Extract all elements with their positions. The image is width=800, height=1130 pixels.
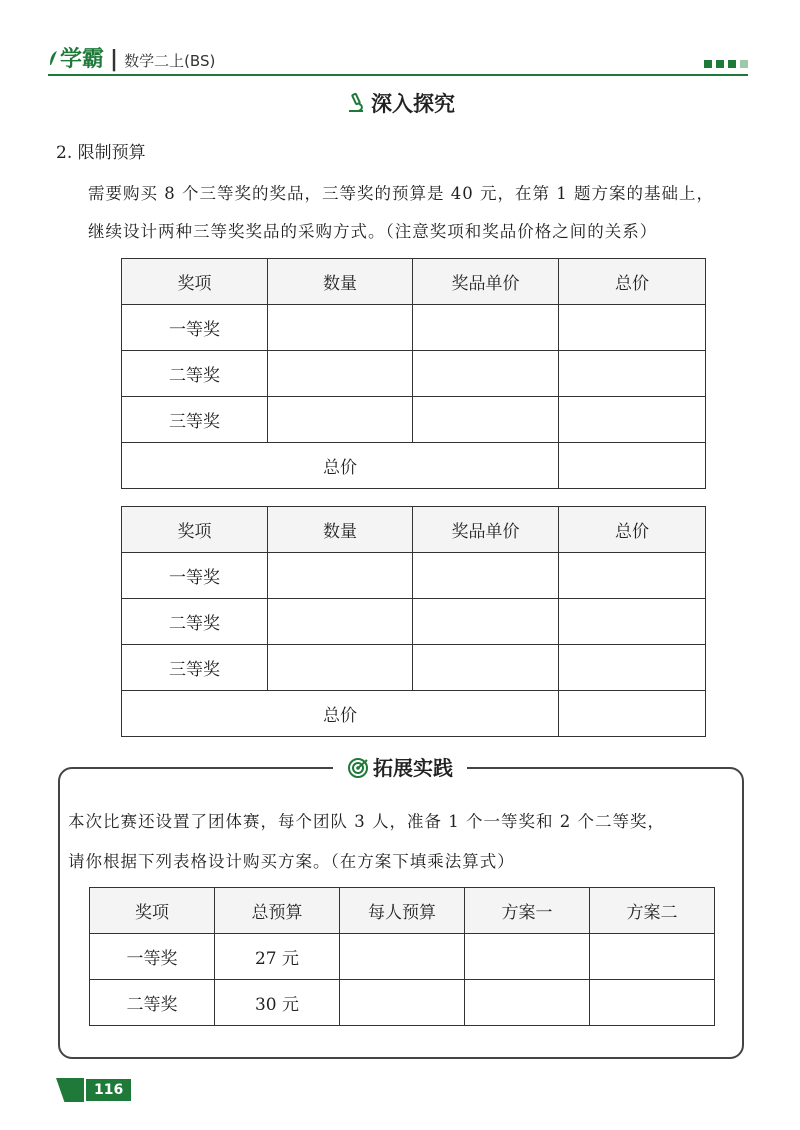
blank-cell[interactable]: [268, 599, 413, 645]
header-squares: [704, 60, 748, 68]
row-label: 一等奖: [90, 934, 215, 980]
budget-table: [89, 887, 715, 1026]
table-header: 总价: [559, 259, 706, 305]
leaf-icon: [48, 50, 58, 66]
page-footer: [56, 1078, 131, 1102]
table-header: 奖项: [90, 888, 215, 934]
budget-cell: 30 元: [215, 980, 340, 1026]
table-header: 方案一: [465, 888, 590, 934]
table-header: 奖项: [122, 259, 268, 305]
blank-cell[interactable]: [340, 980, 465, 1026]
page-header: [48, 40, 748, 76]
blank-cell[interactable]: [413, 599, 559, 645]
brand-name: 学霸: [60, 47, 105, 72]
header-rule: [48, 74, 748, 76]
blank-cell[interactable]: [559, 397, 706, 443]
book-title: 数学二上(BS): [124, 52, 216, 70]
table-header: 每人预算: [340, 888, 465, 934]
table-header: 奖品单价: [413, 507, 559, 553]
blank-cell[interactable]: [413, 305, 559, 351]
blank-cell[interactable]: [268, 397, 413, 443]
table-header: 总价: [559, 507, 706, 553]
table-header: 奖项: [122, 507, 268, 553]
plan-table-2: [121, 506, 706, 737]
total-label: 总价: [122, 691, 559, 737]
plan-table-1: [121, 258, 706, 489]
target-icon: [347, 757, 369, 779]
row-label: 一等奖: [122, 553, 268, 599]
extension-line-1: 本次比赛还设置了团体赛，每个团队 3 人，准备 1 个一等奖和 2 个二等奖，: [68, 812, 665, 831]
brand-separator: |: [110, 47, 119, 72]
row-label: 二等奖: [122, 351, 268, 397]
table-header: 数量: [268, 507, 413, 553]
blank-cell[interactable]: [413, 397, 559, 443]
blank-cell[interactable]: [590, 934, 715, 980]
total-label: 总价: [122, 443, 559, 489]
budget-cell: 27 元: [215, 934, 340, 980]
question-title: 2. 限制预算: [56, 143, 146, 163]
blank-cell[interactable]: [559, 553, 706, 599]
blank-cell[interactable]: [559, 599, 706, 645]
blank-cell[interactable]: [413, 645, 559, 691]
blank-cell[interactable]: [559, 351, 706, 397]
question-line-1: 需要购买 8 个三等奖的奖品，三等奖的预算是 40 元，在第 1 题方案的基础上，: [88, 184, 714, 203]
row-label: 二等奖: [122, 599, 268, 645]
table-header: 总预算: [215, 888, 340, 934]
blank-cell[interactable]: [268, 351, 413, 397]
blank-cell[interactable]: [590, 980, 715, 1026]
question-line-2: 继续设计两种三等奖奖品的采购方式。（注意奖项和奖品价格之间的关系）: [88, 222, 658, 241]
page-number: 116: [86, 1079, 131, 1101]
blank-cell[interactable]: [559, 305, 706, 351]
section-title: [0, 88, 800, 118]
blank-cell[interactable]: [559, 645, 706, 691]
section-title-text: 深入探究: [371, 92, 455, 116]
logo: [48, 42, 215, 73]
row-label: 一等奖: [122, 305, 268, 351]
blank-cell[interactable]: [268, 305, 413, 351]
blank-cell[interactable]: [413, 553, 559, 599]
extension-line-2: 请你根据下列表格设计购买方案。（在方案下填乘法算式）: [68, 852, 515, 871]
table-header: 数量: [268, 259, 413, 305]
blank-cell[interactable]: [268, 553, 413, 599]
blank-cell[interactable]: [559, 443, 706, 489]
pencil-tab-icon: [56, 1078, 84, 1102]
extension-title-text: 拓展实践: [373, 756, 453, 780]
microscope-icon: [345, 92, 367, 114]
blank-cell[interactable]: [465, 980, 590, 1026]
blank-cell[interactable]: [340, 934, 465, 980]
blank-cell[interactable]: [413, 351, 559, 397]
row-label: 二等奖: [90, 980, 215, 1026]
table-header: 方案二: [590, 888, 715, 934]
table-header: 奖品单价: [413, 259, 559, 305]
extension-title: [0, 752, 800, 781]
row-label: 三等奖: [122, 397, 268, 443]
blank-cell[interactable]: [559, 691, 706, 737]
row-label: 三等奖: [122, 645, 268, 691]
blank-cell[interactable]: [268, 645, 413, 691]
blank-cell[interactable]: [465, 934, 590, 980]
